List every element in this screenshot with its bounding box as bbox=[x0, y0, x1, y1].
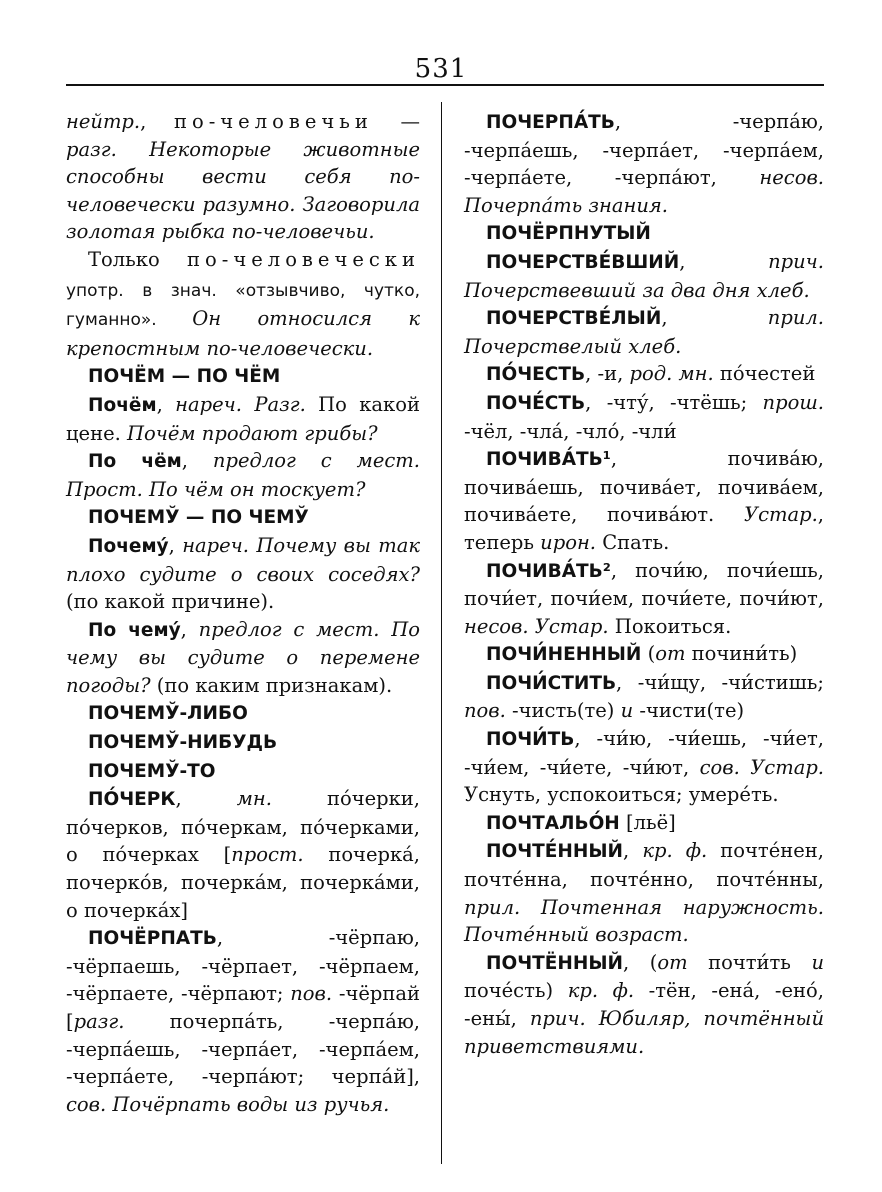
entry-text: почерка́, почерко́в, почерка́м, почерка́ми, о почерка́х] bbox=[66, 843, 420, 922]
grammar-tag: пов. bbox=[290, 982, 333, 1006]
entry-text: , почива́ю, почива́ешь, почива́ет, почива́ем, почива́ете, почива́ют. bbox=[464, 447, 824, 527]
example-text: сов. Почёрпать воды из ручья. bbox=[66, 1092, 390, 1116]
headword: ПОЧЁРПНУТЫЙ bbox=[486, 223, 651, 245]
grammar-tag: несов. Устар. bbox=[464, 614, 609, 638]
example-text: прич. Юбиляр, почтённый приветствиями. bbox=[464, 1007, 824, 1058]
entry-text: поче́сть) bbox=[464, 979, 568, 1003]
entry-text: по-человечьи bbox=[173, 110, 373, 133]
entry-text: , bbox=[181, 449, 213, 473]
entry-text: , bbox=[140, 110, 174, 133]
headword: ПОЧЁМ — ПО ЧЁМ bbox=[88, 366, 281, 388]
entry-text: , почи́ю, почи́ешь, почи́ет, почи́ем, почи́ете, почи́ют, bbox=[464, 558, 824, 611]
entry-text: , ( bbox=[623, 950, 658, 974]
dictionary-entry bbox=[66, 447, 420, 503]
entry-text: , -чёрпаю, -чёрпаешь, -чёрпает, -чёрпаем, -чёрпаете, -чёрпают; bbox=[66, 926, 420, 1006]
entry-text: Уснуть, успокоиться; умере́ть. bbox=[464, 783, 779, 807]
page-number: 531 bbox=[414, 54, 468, 84]
entry-text: -чисти(те) bbox=[633, 699, 745, 723]
grammar-tag: кр. ф. bbox=[567, 979, 635, 1003]
dictionary-entry bbox=[66, 532, 420, 616]
headword: ПОЧЕРСТВЕ́ЛЫЙ bbox=[486, 308, 662, 330]
entry-text: употр. в знач. «отзывчиво, чутко, гуманно». bbox=[66, 280, 420, 331]
dictionary-entry bbox=[66, 503, 420, 532]
headword: ПОЧИ́ТЬ bbox=[486, 729, 575, 751]
dictionary-entry bbox=[66, 785, 420, 924]
headword: ПОЧЁРПАТЬ bbox=[88, 928, 217, 950]
dictionary-entry bbox=[464, 725, 824, 809]
entry-text: , -черпа́ю, -черпа́ешь, -черпа́ет, -черпа́ем, -черпа́ете, -черпа́ют, bbox=[464, 110, 824, 190]
grammar-tag: ирон. bbox=[540, 530, 596, 554]
entry-text: -чёл, -чла́, -чло́, -чли́ bbox=[464, 419, 677, 443]
dictionary-entry bbox=[464, 669, 824, 725]
example-text: разг. Некоторые животные способны вести себя по-человечески разумно. Заговорила золотая рыбка по-человечьи. bbox=[66, 137, 420, 244]
dictionary-entry bbox=[66, 699, 420, 728]
grammar-tag: кр. ф. bbox=[642, 839, 708, 863]
grammar-tag: разг. bbox=[73, 1010, 125, 1033]
headword: ПОЧЕ́СТЬ bbox=[486, 392, 586, 414]
headword: ПОЧЕМЎ — ПО ЧЕМЎ bbox=[88, 507, 309, 529]
dictionary-entry bbox=[66, 108, 420, 246]
column-divider bbox=[441, 102, 442, 1164]
dictionary-entry bbox=[464, 389, 824, 445]
dictionary-entry bbox=[66, 362, 420, 391]
dictionary-entry bbox=[464, 640, 824, 669]
headword: ПОЧЕМЎ-ЛИБО bbox=[88, 703, 248, 725]
entry-text: , bbox=[623, 839, 643, 863]
entry-text: Только bbox=[88, 247, 188, 271]
example-text: несов. Почерпа́ть знания. bbox=[464, 166, 824, 217]
grammar-tag: пов. bbox=[464, 699, 506, 723]
headword: ПОЧЕМЎ-ТО bbox=[88, 760, 216, 782]
headword: ПОЧТАЛЬО́Н bbox=[486, 812, 620, 834]
entry-text: Покоиться. bbox=[608, 614, 732, 638]
headword: ПОЧТЁННЫЙ bbox=[486, 952, 624, 974]
dictionary-entry bbox=[464, 809, 824, 838]
dictionary-entry bbox=[66, 924, 420, 1118]
dictionary-entry bbox=[464, 108, 824, 219]
headword: Почём bbox=[88, 394, 157, 416]
example-text: предлог с мест. Прост. По чём он тоскует? bbox=[66, 449, 420, 501]
dictionary-entry bbox=[66, 728, 420, 757]
dictionary-entry bbox=[464, 360, 824, 389]
headword: ПОЧЕМЎ-НИБУДЬ bbox=[88, 732, 278, 754]
headword: ПОЧИВА́ТЬ¹ bbox=[486, 449, 611, 471]
entry-text: -тён, -ена́, -ено́, -ены́, bbox=[464, 979, 824, 1030]
dictionary-entry bbox=[66, 757, 420, 786]
entry-text: -чисть(те) bbox=[505, 699, 621, 723]
entry-text: , bbox=[661, 306, 768, 330]
example-text: прил. Почерствелый хлеб. bbox=[464, 306, 824, 358]
entry-text: по́честей bbox=[713, 362, 816, 386]
entry-text: по́черки, по́черков, по́черкам, по́черками, о по́черках [ bbox=[66, 787, 420, 867]
left-column bbox=[66, 108, 420, 1118]
entry-text: (по какой причине). bbox=[66, 590, 275, 614]
dictionary-entry bbox=[66, 246, 420, 362]
dictionary-entry bbox=[464, 445, 824, 556]
dictionary-entry bbox=[464, 949, 824, 1060]
dictionary-entry bbox=[464, 248, 824, 304]
entry-text: , bbox=[168, 533, 183, 557]
headword: ПО́ЧЕСТЬ bbox=[486, 364, 586, 386]
grammar-tag: род. мн. bbox=[629, 362, 714, 386]
headword: ПОЧЕРПА́ТЬ bbox=[486, 112, 615, 133]
dictionary-entry bbox=[464, 557, 824, 641]
dictionary-entry bbox=[66, 391, 420, 447]
dictionary-entry bbox=[66, 616, 420, 700]
headword: Почемý bbox=[88, 535, 169, 557]
entry-text: Спать. bbox=[596, 530, 670, 554]
entry-text: , -чи́щу, -чи́стишь; bbox=[616, 670, 824, 694]
entry-text: (по каким признакам). bbox=[150, 673, 393, 697]
entry-text: , -и, bbox=[585, 362, 630, 386]
right-column bbox=[464, 108, 824, 1060]
entry-text: , bbox=[175, 787, 237, 811]
headword: ПОЧИ́СТИТЬ bbox=[486, 672, 617, 694]
example-text: прил. Почтенная наружность. Почте́нный возраст. bbox=[464, 895, 824, 947]
grammar-tag: нейтр. bbox=[66, 110, 141, 133]
entry-text: , теперь bbox=[464, 503, 824, 554]
dictionary-entry bbox=[464, 837, 824, 948]
headword: По чём bbox=[88, 451, 182, 473]
entry-text: , bbox=[156, 392, 176, 416]
grammar-tag: мн. bbox=[236, 787, 272, 811]
entry-text: почти́ть bbox=[687, 950, 812, 974]
grammar-tag: от bbox=[657, 950, 688, 974]
example-text: нареч. Почему вы так плохо судите о своих соседях? bbox=[66, 533, 420, 586]
grammar-tag: сов. Устар. bbox=[699, 755, 824, 779]
example-text: прич. Почерствевший за два дня хлеб. bbox=[464, 249, 824, 302]
entry-text: , bbox=[679, 249, 769, 273]
entry-text: По какой цене. bbox=[66, 392, 420, 445]
example-text: Он относился к крепостным по-человечески. bbox=[66, 307, 420, 360]
example-text: предлог с мест. По чему вы судите о перемене погоды? bbox=[66, 617, 421, 697]
entry-text: -чёрпай [ bbox=[66, 982, 420, 1033]
entry-text: ( bbox=[641, 642, 656, 666]
grammar-tag: прош. bbox=[762, 390, 824, 414]
entry-text: [льё] bbox=[619, 810, 676, 834]
header-rule bbox=[66, 84, 824, 86]
grammar-tag: и bbox=[620, 699, 634, 723]
entry-text: , -чи́ю, -чи́ешь, -чи́ет, -чи́ем, -чи́ете, -чи́ют, bbox=[464, 727, 824, 779]
headword: По чемý bbox=[88, 619, 181, 641]
example-text: Почём продают грибы? bbox=[127, 421, 378, 445]
dictionary-entry bbox=[464, 219, 824, 248]
headword: ПО́ЧЕРК bbox=[88, 789, 176, 811]
entry-text: , -чту́, -чтёшь; bbox=[585, 390, 763, 414]
headword: ПОЧТЕ́ННЫЙ bbox=[486, 841, 624, 863]
grammar-tag: от bbox=[655, 642, 686, 666]
headword: ПОЧЕРСТВЕ́ВШИЙ bbox=[486, 251, 680, 273]
entry-text: , bbox=[180, 617, 199, 641]
grammar-tag: нареч. Разг. bbox=[175, 392, 306, 416]
entry-text: по-человечески bbox=[187, 247, 420, 271]
grammar-tag: и bbox=[811, 950, 824, 974]
entry-text: почини́ть) bbox=[685, 642, 798, 666]
entry-text: — bbox=[372, 110, 420, 133]
dictionary-entry bbox=[464, 304, 824, 360]
entry-text: почерпа́ть, -черпа́ю, -черпа́ешь, -черпа́ет, -черпа́ем, -черпа́ете, -черпа́ют; черпа́й], bbox=[66, 1010, 420, 1089]
headword: ПОЧИВА́ТЬ² bbox=[486, 560, 611, 582]
grammar-tag: Устар. bbox=[743, 503, 818, 527]
headword: ПОЧИ́НЕННЫЙ bbox=[486, 644, 642, 666]
entry-text: почте́нен, почте́нна, почте́нно, почте́нны, bbox=[464, 839, 824, 892]
grammar-tag: прост. bbox=[231, 843, 304, 867]
